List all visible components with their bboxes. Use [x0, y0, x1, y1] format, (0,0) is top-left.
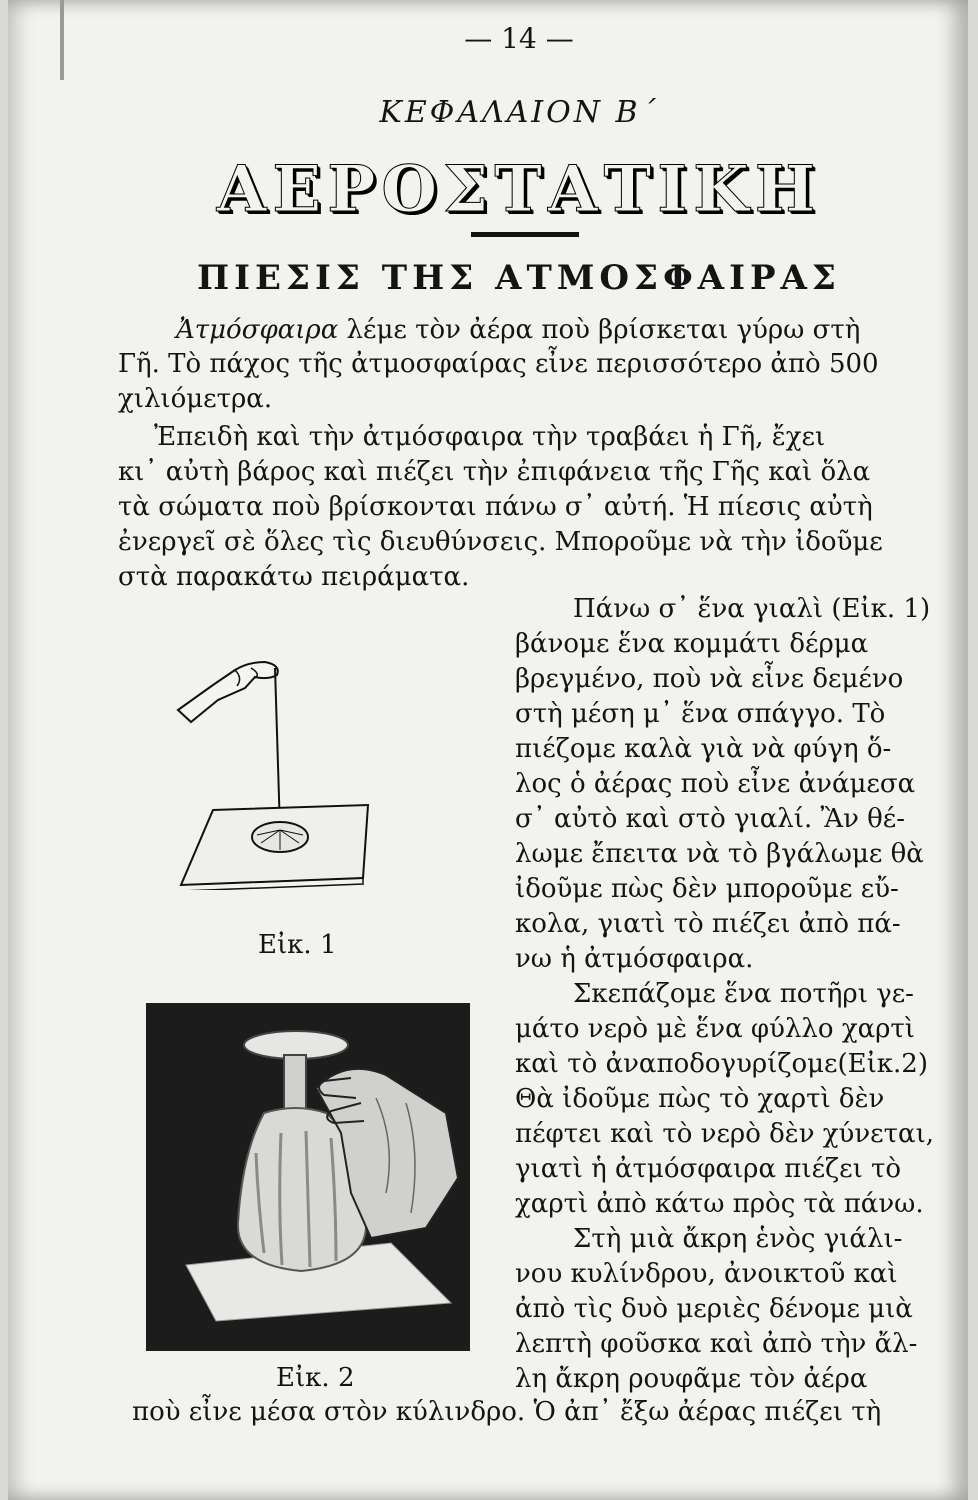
paragraph-line: τὰ σώματα ποὺ βρίσκονται πάνω σ᾽ αὐτή. Ἡ πίεσις αὐτὴ	[118, 492, 873, 522]
column-line: βάνομε ἕνα κομμάτι δέρμα	[515, 629, 869, 659]
figure-2-caption: Εἰκ. 2	[276, 1363, 355, 1393]
column-line: λος ὁ ἀέρας ποὺ εἶνε ἀνάμεσα	[515, 769, 916, 799]
column-line: γιατὶ ἡ ἀτμόσφαιρα πιέζει τὸ	[515, 1154, 902, 1184]
book-page	[8, 0, 968, 1500]
column-line: Θὰ ἰδοῦμε πὼς τὸ χαρτὶ δὲν	[515, 1084, 885, 1114]
column-line: λωμε ἔπειτα νὰ τὸ βγάλωμε θὰ	[515, 839, 924, 869]
paragraph-line: ποὺ εἶνε μέσα στὸν κύλινδρο. Ὁ ἀπ᾽ ἔξω ἀέρας πιέζει τὴ	[132, 1397, 882, 1427]
column-line: ἰδοῦμε πὼς δὲν μποροῦμε εὔ-	[515, 874, 899, 904]
page-title: ΑΕΡΟΣΤΑΤΙΚΗ	[216, 152, 822, 227]
figure-1-illustration	[173, 640, 383, 890]
paragraph-line: Ἐπειδὴ καὶ τὴν ἀτμόσφαιρα τὴν τραβάει ἡ Γῆ, ἔχει	[154, 422, 826, 452]
paragraph-line	[118, 313, 978, 348]
figure-2-illustration	[146, 1003, 470, 1351]
column-line: λη ἄκρη ρουφᾶμε τὸν ἀέρα	[515, 1364, 868, 1394]
column-line: νου κυλίνδρου, ἀνοικτοῦ καὶ	[515, 1259, 898, 1289]
column-line: στὴ μέση μ᾽ ἕνα σπάγγο. Τὸ	[515, 699, 886, 729]
defined-term: Ἀτμόσφαιρα	[176, 315, 339, 345]
column-line: πέφτει καὶ τὸ νερὸ δὲν χύνεται,	[515, 1119, 935, 1149]
paragraph-line: κι᾽ αὐτὴ βάρος καὶ πιέζει τὴν ἐπιφάνεια τῆς Γῆς καὶ ὅλα	[118, 457, 871, 487]
paragraph-text: λέμε τὸν ἀέρα ποὺ βρίσκεται γύρω στὴ	[338, 315, 861, 345]
paragraph-line: χιλιόμετρα.	[118, 384, 273, 414]
paragraph-line: στὰ παρακάτω πειράματα.	[118, 562, 470, 592]
column-line: Σκεπάζομε ἕνα ποτῆρι γε-	[573, 979, 914, 1009]
figure-1-caption: Εἰκ. 1	[258, 930, 337, 960]
chapter-heading: ΚΕΦΑΛΑΙΟΝ Β΄	[379, 95, 659, 130]
figure-2-engraving	[146, 1003, 470, 1351]
paragraph-line: ἐνεργεῖ σὲ ὅλες τὶς διευθύνσεις. Μποροῦμε νὰ τὴν ἰδοῦμε	[118, 527, 883, 557]
column-line: καὶ τὸ ἀναποδογυρίζομε(Εἰκ.2)	[515, 1049, 928, 1079]
column-line: λεπτὴ φοῦσκα καὶ ἀπὸ τὴν ἄλ-	[515, 1329, 918, 1359]
title-rule	[471, 232, 579, 237]
column-line: κολα, γιατὶ τὸ πιέζει ἀπὸ πά-	[515, 909, 901, 939]
column-line: ἀπὸ τὶς δυὸ μεριὲς δένομε μιὰ	[515, 1294, 913, 1324]
column-line: νω ἡ ἀτμόσφαιρα.	[515, 944, 754, 974]
page-number: — 14 —	[464, 22, 574, 55]
column-line: πιέζομε καλὰ γιὰ νὰ φύγη ὅ-	[515, 734, 892, 764]
section-title: ΠΙΕΣΙΣ ΤΗΣ ΑΤΜΟΣΦΑΙΡΑΣ	[197, 258, 841, 298]
paragraph-line: Γῆ. Τὸ πάχος τῆς ἀτμοσφαίρας εἶνε περισσότερο ἀπὸ 500	[118, 349, 879, 379]
column-line: Πάνω σ᾽ ἕνα γιαλὶ (Εἰκ. 1)	[573, 594, 931, 624]
column-line: χαρτὶ ἀπὸ κάτω πρὸς τὰ πάνω.	[515, 1189, 924, 1219]
column-line: μάτο νερὸ μὲ ἕνα φύλλο χαρτὶ	[515, 1014, 915, 1044]
column-line: σ᾽ αὐτὸ καὶ στὸ γιαλί. Ἂν θέ-	[515, 804, 906, 834]
column-line: Στὴ μιὰ ἄκρη ἑνὸς γιάλι-	[573, 1224, 903, 1254]
column-line: βρεγμένο, ποὺ νὰ εἶνε δεμένο	[515, 664, 904, 694]
